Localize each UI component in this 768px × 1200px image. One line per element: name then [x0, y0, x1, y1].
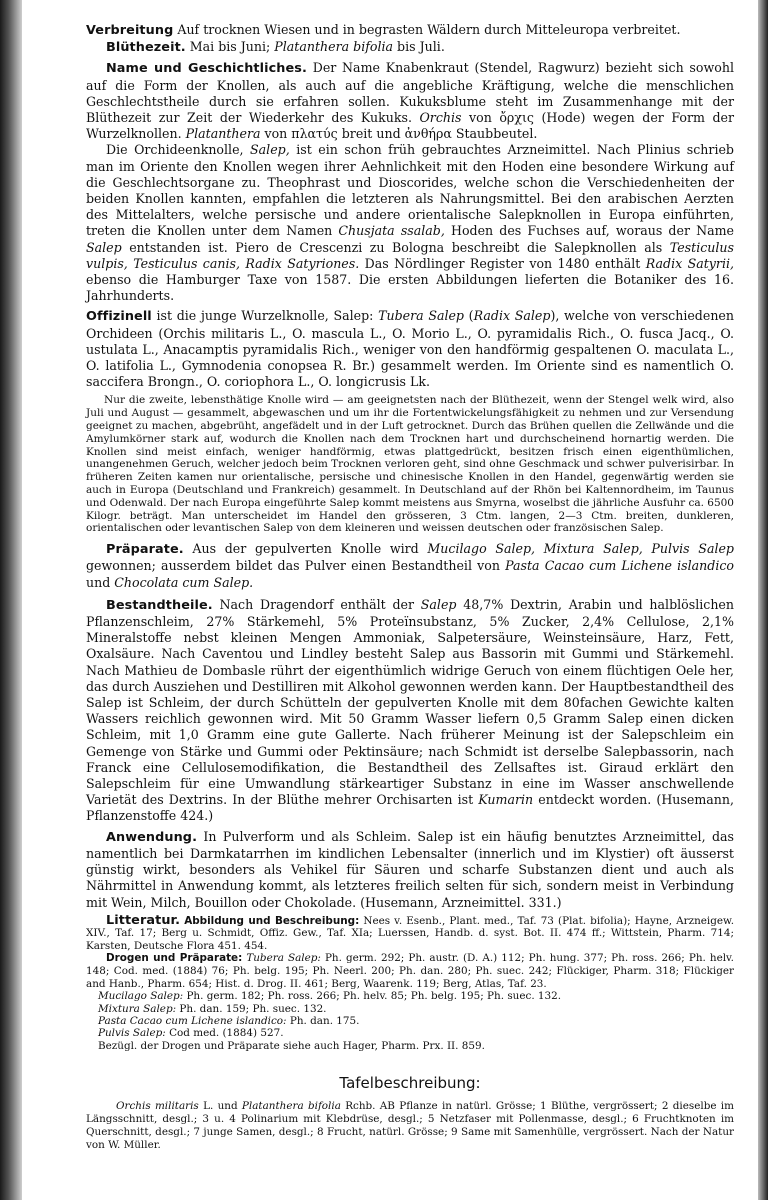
- section-praeparate: Präparate. Aus der gepulverten Knolle wird Mucilago Salep, Mixtura Salep, Pulvis Salep gewonnen; ausserdem bildet das Pulver einen Bestandtheil von Pasta Cacao cum Lichene islandico und Chocolata cum Salep.: [86, 541, 735, 590]
- page-content: [86, 22, 734, 1151]
- section-litteratur: Litteratur. Abbildung und Beschreibung: Nees v. Esenb., Plant. med., Taf. 73 (Plat. bifolia); Hayne, Arzneigew. XIV., Taf. 17; Berg u. Schmidt, Offiz. Gew., Taf. XIa; Luerssen, Handb. d. syst. Bot. II. 474 ff.; Wittstein, Pharm. 714; Karsten, Deutsche Flora 451. 454.: [86, 912, 734, 952]
- heading-anwendung: Anwendung.: [106, 829, 198, 845]
- heading-name-geschichtliches: Name und Geschichtliches.: [106, 61, 307, 77]
- section-verbreitung: Verbreitung Auf trocknen Wiesen und in begrasten Wäldern durch Mitteleuropa verbreitet.: [86, 22, 681, 38]
- page-edge-shadow: [758, 0, 768, 1200]
- paragraph-orchideenknolle: Die Orchideenknolle, Salep, ist ein schon früh gebrauchtes Arzneimittel. Nach Plinius schrieb man im Oriente den Knollen wegen ihrer Aehnlichkeit mit den Hoden eine besondere Wirkung auf die Geschlechtsorgane zu. Theophrast und Dioscorides, welche schon die Verschiedenheiten der beiden Knollen kannten, empfahlen die letzteren als Nahrungsmittel. Bei den arabischen Aerzten des Mittelalters, welche persische und andere orientalische Salepknollen in Europa einführten, treten die Knollen unter dem Namen Chusjata ssalab, Hoden des Fuchses auf, woraus der Name Salep entstanden ist. Piero de Crescenzi zu Bologna beschreibt die Salepknollen als Testiculus vulpis, Testiculus canis, Radix Satyriones. Das Nördlinger Register von 1480 enthält Radix Satyrii, ebenso die Hamburger Taxe von 1587. Die ersten Abbildungen lieferten die Botaniker des 16. Jahrhunderts.: [86, 142, 735, 304]
- section-anwendung: Anwendung. In Pulverform und als Schleim. Salep ist ein häufig benutztes Arzneimittel, das namentlich bei Darmkatarrhen im kindlichen Lebensalter (innerlich und im Klystier) oft äusserst günstig wirkt, besonders als Vehikel für Säuren und scharfe Substanzen dient und auch als Nährmittel in Anwendung kommt, als letzteres freilich selten für sich, sondern meist in Verbindung mit Wein, Milch, Bouillon oder Chokolade. (Husemann, Arzneimittel. 331.): [86, 828, 734, 910]
- tafel-title: Tafelbeschreibung:: [339, 1074, 481, 1093]
- litteratur-drogen: Drogen und Präparate: Tubera Salep: Ph. germ. 292; Ph. austr. (D. A.) 112; Ph. hung. 377; Ph. ross. 266; Ph. helv. 148; Cod. med. (1884) 76; Ph. belg. 195; Ph. Neerl. 200; Ph. dan. 280; Ph. suec. 242; Flückiger, Pharm. 318; Flückiger and Hanb., Pharm. 654; Hist. d. Drog. II. 461; Berg, Waarenk. 119; Berg, Atlas, Taf. 23.: [86, 952, 734, 990]
- section-bestandtheile: Bestandtheile. Nach Dragendorf enthält der Salep 48,7% Dextrin, Arabin und halblöslichen Pflanzenschleim, 27% Stärkemehl, 5% Proteïnsubstanz, 5% Zucker, 2,4% Cellulose, 2,1% Mineralstoffe nebst kleinen Mengen Ammoniak, Salpetersäure, Weinsteinsäure, Harz, Fett, Oxalsäure. Nach Caventou und Lindley besteht Salep aus Bassorin mit Gummi und Stärkemehl. Nach Mathieu de Dombasle rührt der eigenthümlich widrige Geruch von einem flüchtigen Oele her, das durch Ausziehen und Destilliren mit Alkohol gewonnen werden kann. Der Hauptbestandtheil des Salep ist Schleim, der durch Schütteln der gepulverten Knolle mit dem 80fachen Gewichte kalten Wassers reichlich gewonnen wird. Mit 50 Gramm Wasser liefern 0,5 Gramm Salep einen dicken Schleim, mit 1,0 Gramm eine gute Gallerte. Nach früherer Meinung ist der Salepschleim ein Gemenge von Stärke und Gummi oder Pektinsäure; nach Schmidt ist derselbe Salepbassorin, nach Franck eine Cellulosemodifikation, die Bestandtheil des Zellsaftes ist. Giraud erklärt den Salepschleim für eine Umwandlung stärkeartiger Substanz in eine im Wasser anschwellende Varietät des Dextrins. In der Blüthe mehrer Orchisarten ist Kumarin entdeckt worden. (Husemann, Pflanzenstoffe 424.): [86, 596, 734, 824]
- heading-bestandtheile: Bestandtheile.: [106, 597, 213, 613]
- litteratur-bezueglich: Bezügl. der Drogen und Präparate siehe auch Hager, Pharm. Prx. II. 859.: [98, 1039, 485, 1052]
- litteratur-line: Pulvis Salep: Cod med. (1884) 527.: [98, 1027, 284, 1040]
- litteratur-line: Mucilago Salep: Ph. germ. 182; Ph. ross. 266; Ph. helv. 85; Ph. belg. 195; Ph. suec. 132.: [98, 990, 562, 1003]
- section-name-geschichtliches: Name und Geschichtliches. Der Name Knabenkraut (Stendel, Ragwurz) bezieht sich sowohl auf die Form der Knollen, als auch auf die angebliche Kräftigung, welche die menschlichen Geschlechtstheile durch sie erfahren sollen. Kukuksblume steht im Zusammenhange mit der Blüthezeit zur Zeit der Wiederkehr des Kukuks. Orchis von ὄρχις (Hode) wegen der Form der Wurzelknollen. Platanthera von πλατύς breit und ἀνθήρα Staubbeutel.: [86, 60, 734, 142]
- heading-verbreitung: Verbreitung: [86, 23, 174, 38]
- heading-offizinell: Offizinell: [86, 309, 152, 325]
- litteratur-line: Mixtura Salep: Ph. dan. 159; Ph. suec. 132.: [98, 1002, 327, 1015]
- section-offizinell: Offizinell ist die junge Wurzelknolle, Salep: Tubera Salep (Radix Salep), welche von verschiedenen Orchideen (Orchis militaris L., O. mascula L., O. Morio L., O. pyramidalis Rich., O. fusca Jacq., O. ustulata L., Anacamptis pyramidalis Rich., weniger von den handförmig gespaltenen O. maculata L., O. latifolia L., Gymnodenia conopsea R. Br.) gesammelt werden. Im Oriente sind es namentlich O. saccifera Brongn., O. coriophora L., O. longicrusis Lk.: [86, 308, 734, 390]
- section-bluethezeit: Blüthezeit. Mai bis Juni; Platanthera bifolia bis Juli.: [106, 39, 445, 56]
- tafel-description: Orchis militaris L. und Platanthera bifolia Rchb. AB Pflanze in natürl. Grösse; 1 Blüthe, vergrössert; 2 dieselbe im Längsschnitt, desgl.; 3 u. 4 Polinarium mit Klebdrüse, desgl.; 5 Netzfaser mit Pollenmasse, desgl.; 6 Fruchtknoten im Querschnitt, desgl.; 7 junge Samen, desgl.; 8 Frucht, natürl. Grösse; 9 Same mit Samenhülle, vergrössert. Nach der Natur von W. Müller.: [86, 1100, 734, 1151]
- litteratur-line: Pasta Cacao cum Lichene islandico: Ph. dan. 175.: [98, 1015, 360, 1028]
- paragraph-sammlung: Nur die zweite, lebensthätige Knolle wird — am geeignetsten nach der Blüthezeit, wenn der Stengel welk wird, also Juli und August — gesammelt, abgewaschen und um ihr die Fortentwickelungsfähigkeit zu nehmen und zur Versendung geeignet zu machen, abgebrüht, angefädelt und in der Luft getrocknet. Durch das Brühen quellen die Zellwände und die Amylumkörner stark auf, wodurch die Knollen nach dem Trocknen hart und durchscheinend hornartig werden. Die Knollen sind meist einfach, weniger handförmig, etwas plattgedrückt, besitzen frisch einen eigenthümlichen, unangenehmen Geruch, welcher jedoch beim Trocknen verloren geht, sind ohne Geschmack und schwer pulverisirbar. In früheren Zeiten kamen nur orientalische, persische und chinesische Knollen in den Handel, gegenwärtig werden sie auch in Europa (Deutschland und Frankreich) gesammelt. In Deutschland auf der Rhön bei Kaltennordheim, im Taunus und Odenwald. Der nach Europa eingeführte Salep kommt meistens aus Smyrna, woselbst die jährliche Ausfuhr ca. 6500 Kilogr. beträgt. Man unterscheidet im Handel den grösseren, 3 Ctm. langen, 2—3 Ctm. breiten, dunkleren, orientalischen oder levantischen Salep von dem kleineren und weissen deutschen oder französischen Salep.: [86, 394, 734, 535]
- heading-praeparate: Präparate.: [106, 542, 184, 558]
- heading-litteratur: Litteratur.: [106, 912, 181, 928]
- heading-bluethezeit: Blüthezeit.: [106, 40, 186, 56]
- page-binding-shadow: [0, 0, 22, 1200]
